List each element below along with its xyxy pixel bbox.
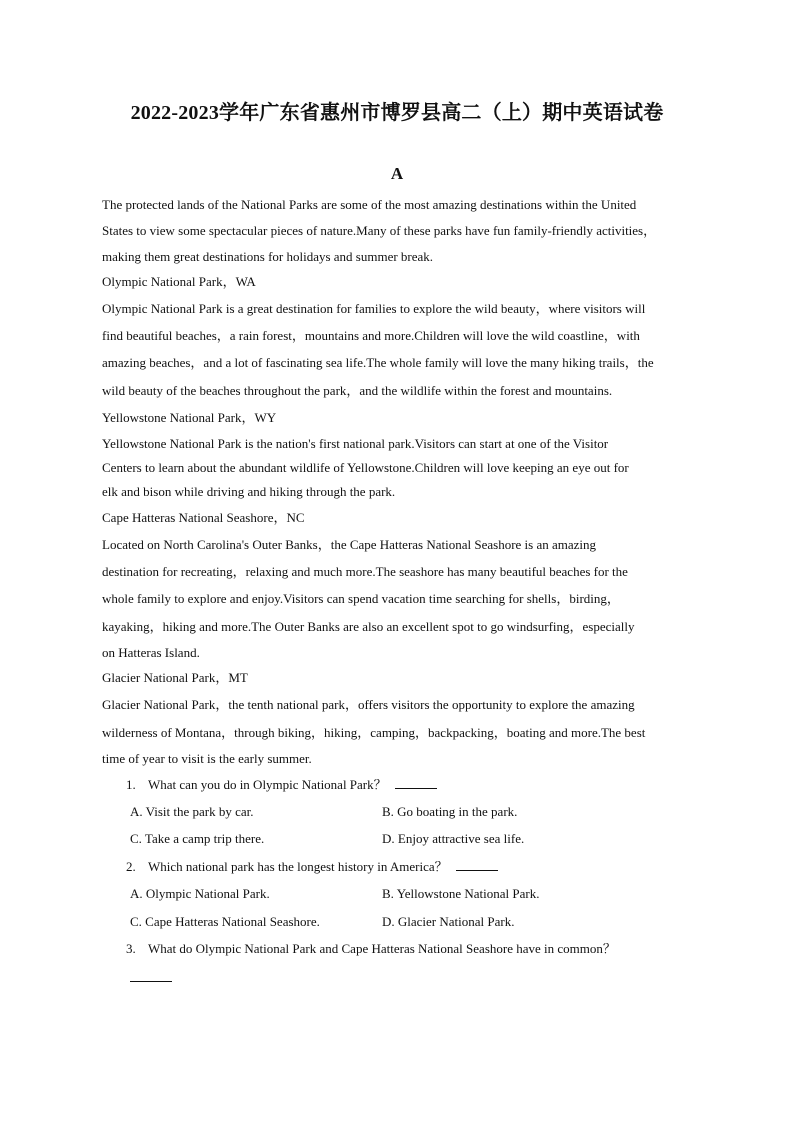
answer-blank[interactable] <box>456 858 498 871</box>
passage-line: Olympic National Park is a great destination for families to explore the wild beauty，where visitors will <box>102 301 646 316</box>
question-text: Which national park has the longest history in America？ <box>148 859 448 874</box>
question-number: 1. <box>126 777 136 792</box>
passage-line: kayaking，hiking and more.The Outer Banks are also an excellent spot to go windsurfing，especially <box>102 619 635 634</box>
passage-line: on Hatteras Island. <box>102 645 200 660</box>
passage-line: Centers to learn about the abundant wildlife of Yellowstone.Children will love keeping an eye out for <box>102 460 629 475</box>
passage-line: The protected lands of the National Parks are some of the most amazing destinations within the United <box>102 197 637 212</box>
option-c[interactable]: C. Take a camp trip there. <box>130 831 265 846</box>
passage-line: time of year to visit is the early summer. <box>102 751 312 766</box>
passage-line: Located on North Carolina's Outer Banks，the Cape Hatteras National Seashore is an amazing <box>102 537 597 552</box>
park-heading: Olympic National Park，WA <box>102 274 256 289</box>
park-heading: Yellowstone National Park，WY <box>102 410 277 425</box>
question-2 <box>126 858 498 875</box>
answer-blank[interactable] <box>395 776 437 789</box>
question-number: 3. <box>126 941 136 956</box>
option-d[interactable]: D. Enjoy attractive sea life. <box>382 831 525 846</box>
option-a[interactable]: A. Visit the park by car. <box>130 804 254 819</box>
question-1 <box>126 776 437 793</box>
question-text: What can you do in Olympic National Park？ <box>148 777 387 792</box>
section-label: A <box>390 164 404 183</box>
passage-line: wild beauty of the beaches throughout the park，and the wildlife within the forest and mountains. <box>102 383 613 398</box>
park-heading: Cape Hatteras National Seashore，NC <box>102 510 305 525</box>
passage-line: find beautiful beaches，a rain forest，mountains and more.Children will love the wild coastline，with <box>102 328 640 343</box>
passage-line: making them great destinations for holidays and summer break. <box>102 249 434 264</box>
option-a[interactable]: A. Olympic National Park. <box>130 886 270 901</box>
exam-title: 2022-2023学年广东省惠州市博罗县高二（上）期中英语试卷 <box>130 102 664 124</box>
option-b[interactable]: B. Yellowstone National Park. <box>382 886 540 901</box>
question-text: What do Olympic National Park and Cape Hatteras National Seashore have in common？ <box>148 941 616 956</box>
answer-blank[interactable] <box>130 980 172 982</box>
passage-line: States to view some spectacular pieces of nature.Many of these parks have fun family-friendly activities， <box>102 223 657 238</box>
option-b[interactable]: B. Go boating in the park. <box>382 804 518 819</box>
passage-line: whole family to explore and enjoy.Visitors can spend vacation time searching for shells，birding， <box>102 591 620 606</box>
passage-line: amazing beaches，and a lot of fascinating sea life.The whole family will love the many hiking trails，the <box>102 355 654 370</box>
option-d[interactable]: D. Glacier National Park. <box>382 914 515 929</box>
question-number: 2. <box>126 859 136 874</box>
passage-line: elk and bison while driving and hiking through the park. <box>102 484 396 499</box>
option-c[interactable]: C. Cape Hatteras National Seashore. <box>130 914 320 929</box>
passage-line: destination for recreating，relaxing and much more.The seashore has many beautiful beaches for the <box>102 564 628 579</box>
passage-line: Yellowstone National Park is the nation's first national park.Visitors can start at one of the Visitor <box>102 436 609 451</box>
question-3 <box>126 941 616 957</box>
passage-line: wilderness of Montana，through biking，hiking，camping，backpacking，boating and more.The best <box>102 725 646 740</box>
passage-line: Glacier National Park，the tenth national park，offers visitors the opportunity to explore the amazing <box>102 697 635 712</box>
park-heading: Glacier National Park，MT <box>102 670 248 685</box>
